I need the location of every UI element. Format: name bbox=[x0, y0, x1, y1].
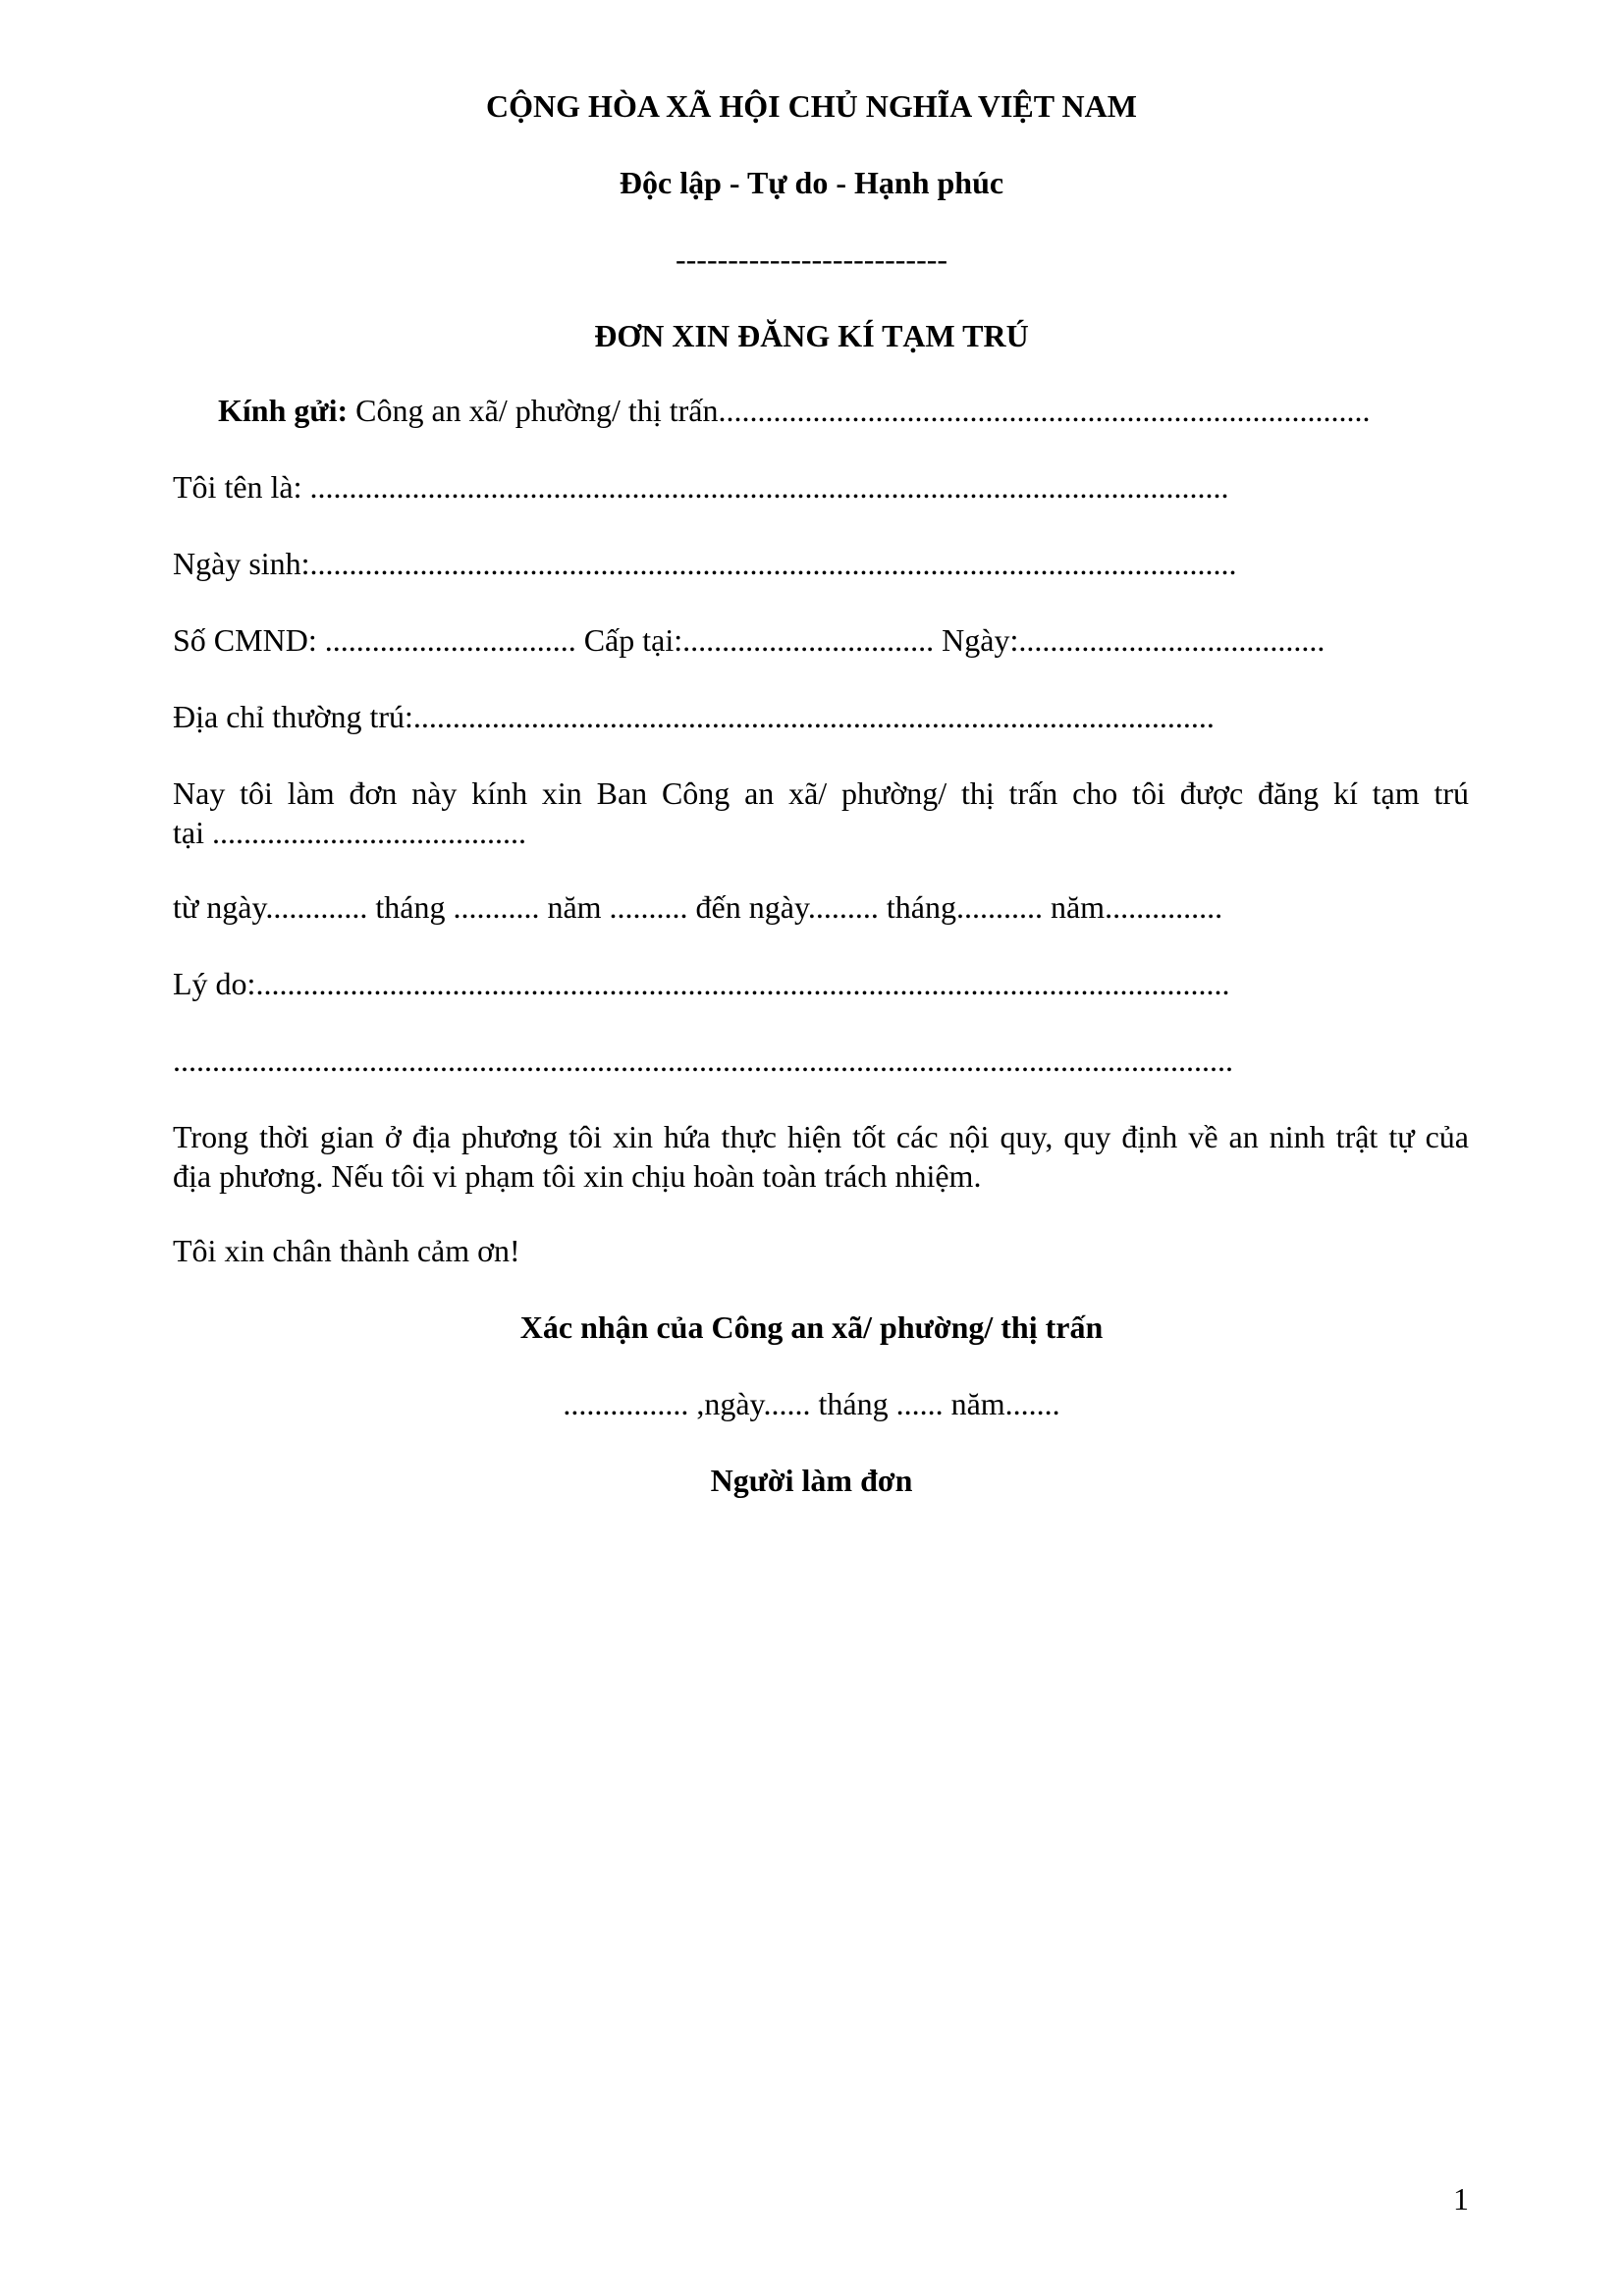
thanks-line: Tôi xin chân thành cảm ơn! bbox=[173, 1233, 520, 1268]
pledge-paragraph-line-1: Trong thời gian ở địa phương tôi xin hứa thực hiện tốt các nội quy, quy định về an ninh trật tự của bbox=[173, 1119, 1469, 1154]
request-paragraph-line-2: tại ........................................ bbox=[173, 815, 526, 850]
recipient-text: Công an xã/ phường/ thị trấn................................................................................... bbox=[348, 393, 1371, 428]
id-card-field-line: Số CMND: ................................ Cấp tại:................................ Ngày:....................................... bbox=[173, 622, 1325, 658]
date-place-line: ................ ,ngày...... tháng ...... năm....... bbox=[563, 1386, 1060, 1421]
date-range-field-line: từ ngày............. tháng ........... năm .......... đến ngày......... tháng........... năm............... bbox=[173, 889, 1223, 925]
form-title: ĐƠN XIN ĐĂNG KÍ TẠM TRÚ bbox=[594, 318, 1029, 353]
request-paragraph-line-1: Nay tôi làm đơn này kính xin Ban Công an xã/ phường/ thị trấn cho tôi được đăng kí tạm trú bbox=[173, 775, 1469, 811]
national-title: CỘNG HÒA XÃ HỘI CHỦ NGHĨA VIỆT NAM bbox=[486, 88, 1137, 124]
dob-field-line: Ngày sinh:...................................................................................................................... bbox=[173, 546, 1237, 581]
national-motto: Độc lập - Tự do - Hạnh phúc bbox=[619, 165, 1004, 200]
recipient-label: Kính gửi: bbox=[218, 393, 349, 428]
applicant-signature-label: Người làm đơn bbox=[710, 1463, 913, 1498]
recipient-line bbox=[218, 391, 1370, 430]
name-field-line: Tôi tên là: ..................................................................................................................... bbox=[173, 469, 1229, 505]
confirmation-title: Xác nhận của Công an xã/ phường/ thị trấn bbox=[519, 1309, 1104, 1345]
permanent-address-field-line: Địa chỉ thường trú:...................................................................................................... bbox=[173, 699, 1215, 734]
reason-continuation-line: ....................................................................................................................................... bbox=[173, 1042, 1233, 1078]
pledge-paragraph-line-2: địa phương. Nếu tôi vi phạm tôi xin chịu hoàn toàn trách nhiệm. bbox=[173, 1158, 982, 1194]
header-divider: -------------------------- bbox=[675, 241, 948, 277]
page-number: 1 bbox=[1453, 2181, 1469, 2216]
reason-field-line: Lý do:............................................................................................................................ bbox=[173, 966, 1230, 1001]
